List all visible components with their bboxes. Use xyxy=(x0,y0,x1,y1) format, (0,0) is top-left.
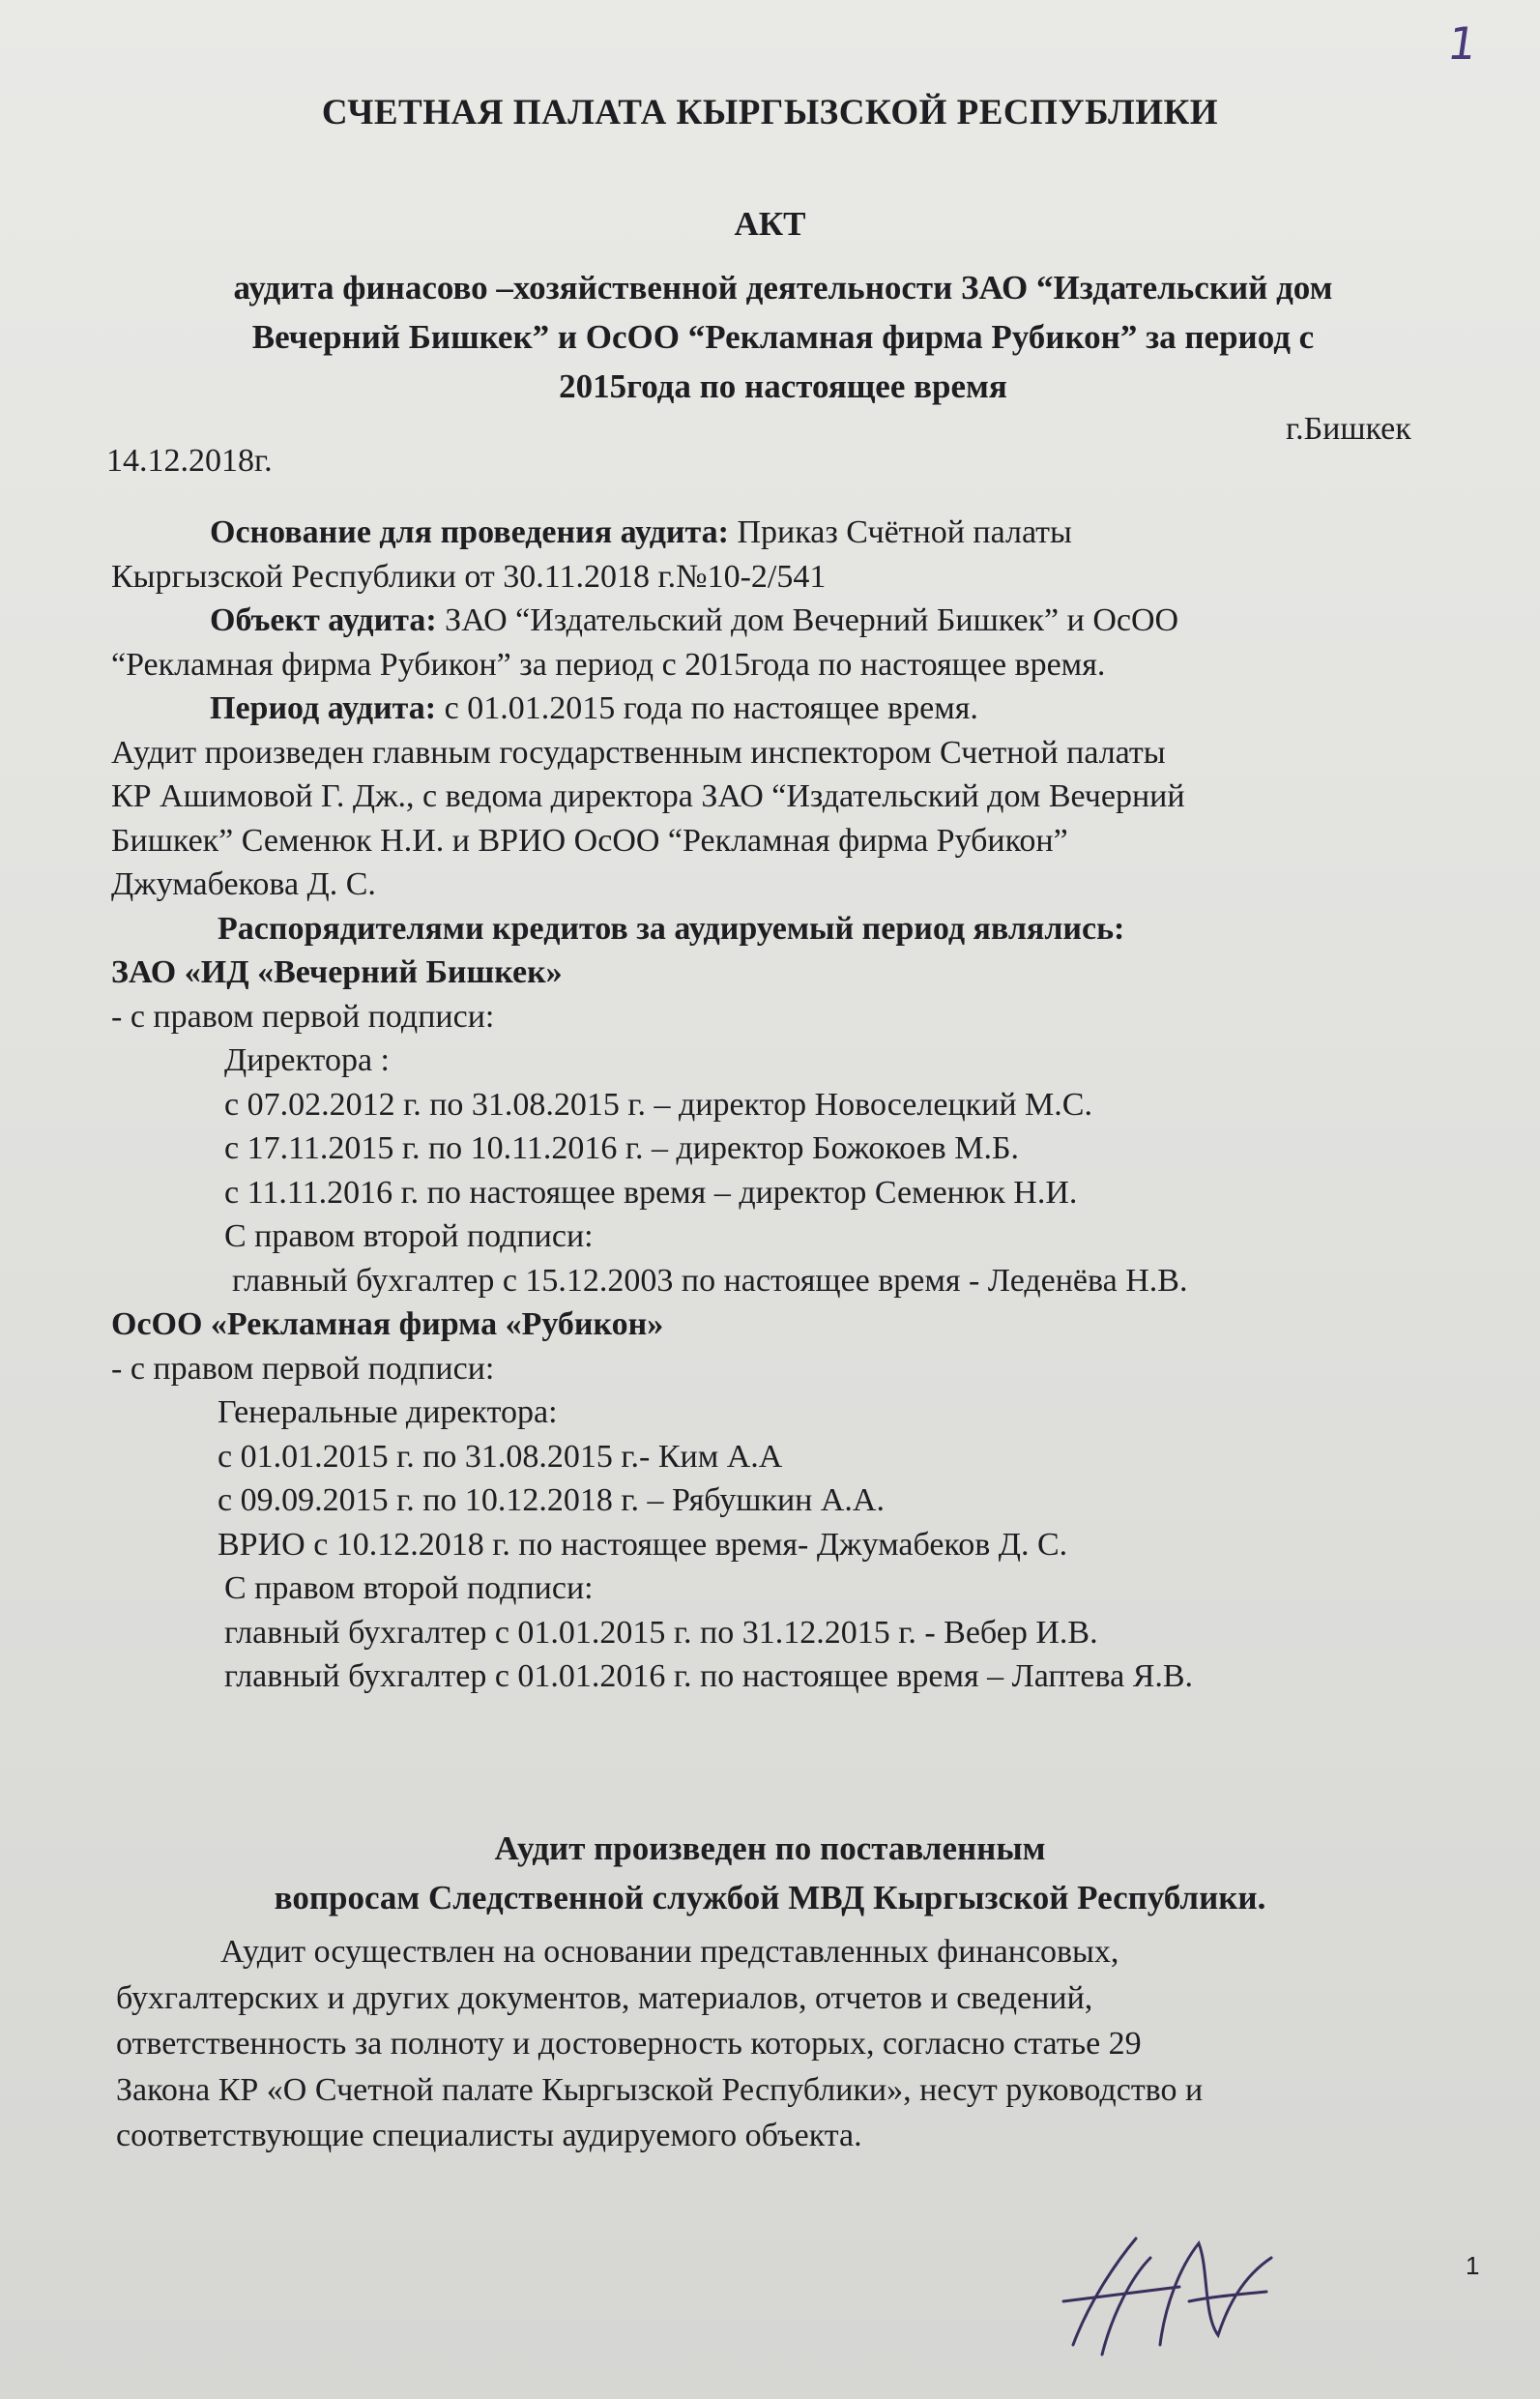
basis-label: Основание для проведения аудита: xyxy=(210,514,729,550)
period-line xyxy=(111,687,1484,731)
company2-second-sign: С правом второй подписи: xyxy=(224,1570,594,1606)
auditor-line: Бишкек” Семенюк Н.И. и ВРИО ОсОО “Рекламная фирма Рубикон” xyxy=(111,822,1068,859)
company2-name xyxy=(111,1302,1484,1347)
act-date: 14.12.2018г. xyxy=(106,443,273,479)
company1-director: с 17.11.2015 г. по 10.11.2016 г. – директор Божокоев М.Б. xyxy=(224,1130,1019,1166)
final-paragraph xyxy=(116,1929,1489,2159)
audit-questions-heading xyxy=(0,1824,1540,1922)
company1-second-sign: С правом второй подписи: xyxy=(224,1218,594,1254)
period-text: с 01.01.2015 года по настоящее время. xyxy=(436,690,978,726)
company2-first-sign: - с правом первой подписи: xyxy=(111,1350,495,1387)
period-label: Период аудита: xyxy=(210,690,437,726)
company1-directors-label: Директора : xyxy=(224,1042,390,1078)
act-subtitle-line: Вечерний Бишкек” и ОсОО “Рекламная фирма Рубикон” за период с xyxy=(251,318,1315,356)
object-line-2: “Рекламная фирма Рубикон” за период с 2015года по настоящее время. xyxy=(111,646,1106,683)
city: г.Бишкек xyxy=(1286,411,1411,447)
company1-director: с 11.11.2016 г. по настоящее время – директор Семенюк Н.И. xyxy=(224,1174,1078,1211)
act-title: АКТ xyxy=(734,205,806,243)
act-subtitle-line: 2015года по настоящее время xyxy=(559,367,1007,405)
final-line: Аудит осуществлен на основании представленных финансовых, xyxy=(220,1934,1119,1970)
managers-heading xyxy=(111,907,1484,951)
company2-accountant: главный бухгалтер с 01.01.2015 г. по 31.12.2015 г. - Вебер И.В. xyxy=(224,1614,1098,1651)
audit-questions-heading-line: Аудит произведен по поставленным xyxy=(494,1829,1046,1867)
final-line: соответствующие специалисты аудируемого объекта. xyxy=(116,2118,862,2153)
basis-line-2: Кыргызской Республики от 30.11.2018 г.№10-2/541 xyxy=(111,558,827,595)
act-body xyxy=(111,511,1484,1699)
page-number: 1 xyxy=(1466,2251,1480,2280)
organization-title: СЧЕТНАЯ ПАЛАТА КЫРГЫЗСКОЙ РЕСПУБЛИКИ xyxy=(321,93,1219,132)
basis-text: Приказ Счётной палаты xyxy=(728,514,1072,550)
final-line: ответственность за полноту и достоверность которых, согласно статье 29 xyxy=(116,2026,1142,2062)
auditor-line: Джумабекова Д. С. xyxy=(111,866,376,902)
managers-heading-text: Распорядителями кредитов за аудируемый период являлись: xyxy=(218,910,1125,947)
auditor-line: Аудит произведен главным государственным инспектором Счетной палаты xyxy=(111,734,1166,771)
basis-line xyxy=(111,511,1484,555)
audit-questions-heading-line: вопросам Следственной службой МВД Кыргызской Республики. xyxy=(274,1879,1266,1916)
handwritten-signature xyxy=(1044,2209,1295,2374)
object-line xyxy=(111,599,1484,643)
final-line: бухгалтерских и других документов, материалов, отчетов и сведений, xyxy=(116,1979,1093,2016)
company2-name-text: ОсОО «Рекламная фирма «Рубикон» xyxy=(111,1306,664,1342)
auditor-line: КР Ашимовой Г. Дж., с ведома директора ЗАО “Издательский дом Вечерний xyxy=(111,778,1185,814)
final-line: Закона КР «О Счетной палате Кыргызской Республики», несут руководство и xyxy=(116,2071,1204,2108)
company1-director: с 07.02.2012 г. по 31.08.2015 г. – директор Новоселецкий М.С. xyxy=(224,1086,1092,1123)
company1-accountant: главный бухгалтер с 15.12.2003 по настоящее время - Леденёва Н.В. xyxy=(232,1262,1188,1299)
company2-director: с 01.01.2015 г. по 31.08.2015 г.- Ким А.А xyxy=(218,1438,783,1475)
act-subtitle xyxy=(106,227,1460,411)
object-text: ЗАО “Издательский дом Вечерний Бишкек” и ОсОО xyxy=(436,602,1179,638)
company2-accountant: главный бухгалтер с 01.01.2016 г. по настоящее время – Лаптева Я.В. xyxy=(224,1658,1194,1694)
company2-director: с 09.09.2015 г. по 10.12.2018 г. – Рябушкин А.А. xyxy=(218,1482,885,1518)
company1-name-text: ЗАО «ИД «Вечерний Бишкек» xyxy=(111,954,563,990)
act-subtitle-line: аудита финасово –хозяйственной деятельности ЗАО “Издательский дом xyxy=(233,269,1333,307)
object-label: Объект аудита: xyxy=(210,602,437,638)
company1-first-sign: - с правом первой подписи: xyxy=(111,998,495,1035)
company2-director: ВРИО с 10.12.2018 г. по настоящее время- Джумабеков Д. С. xyxy=(218,1526,1068,1563)
handwritten-page-number: 1 xyxy=(1444,17,1481,70)
company2-directors-label: Генеральные директора: xyxy=(218,1394,558,1430)
company1-name xyxy=(111,951,1484,995)
